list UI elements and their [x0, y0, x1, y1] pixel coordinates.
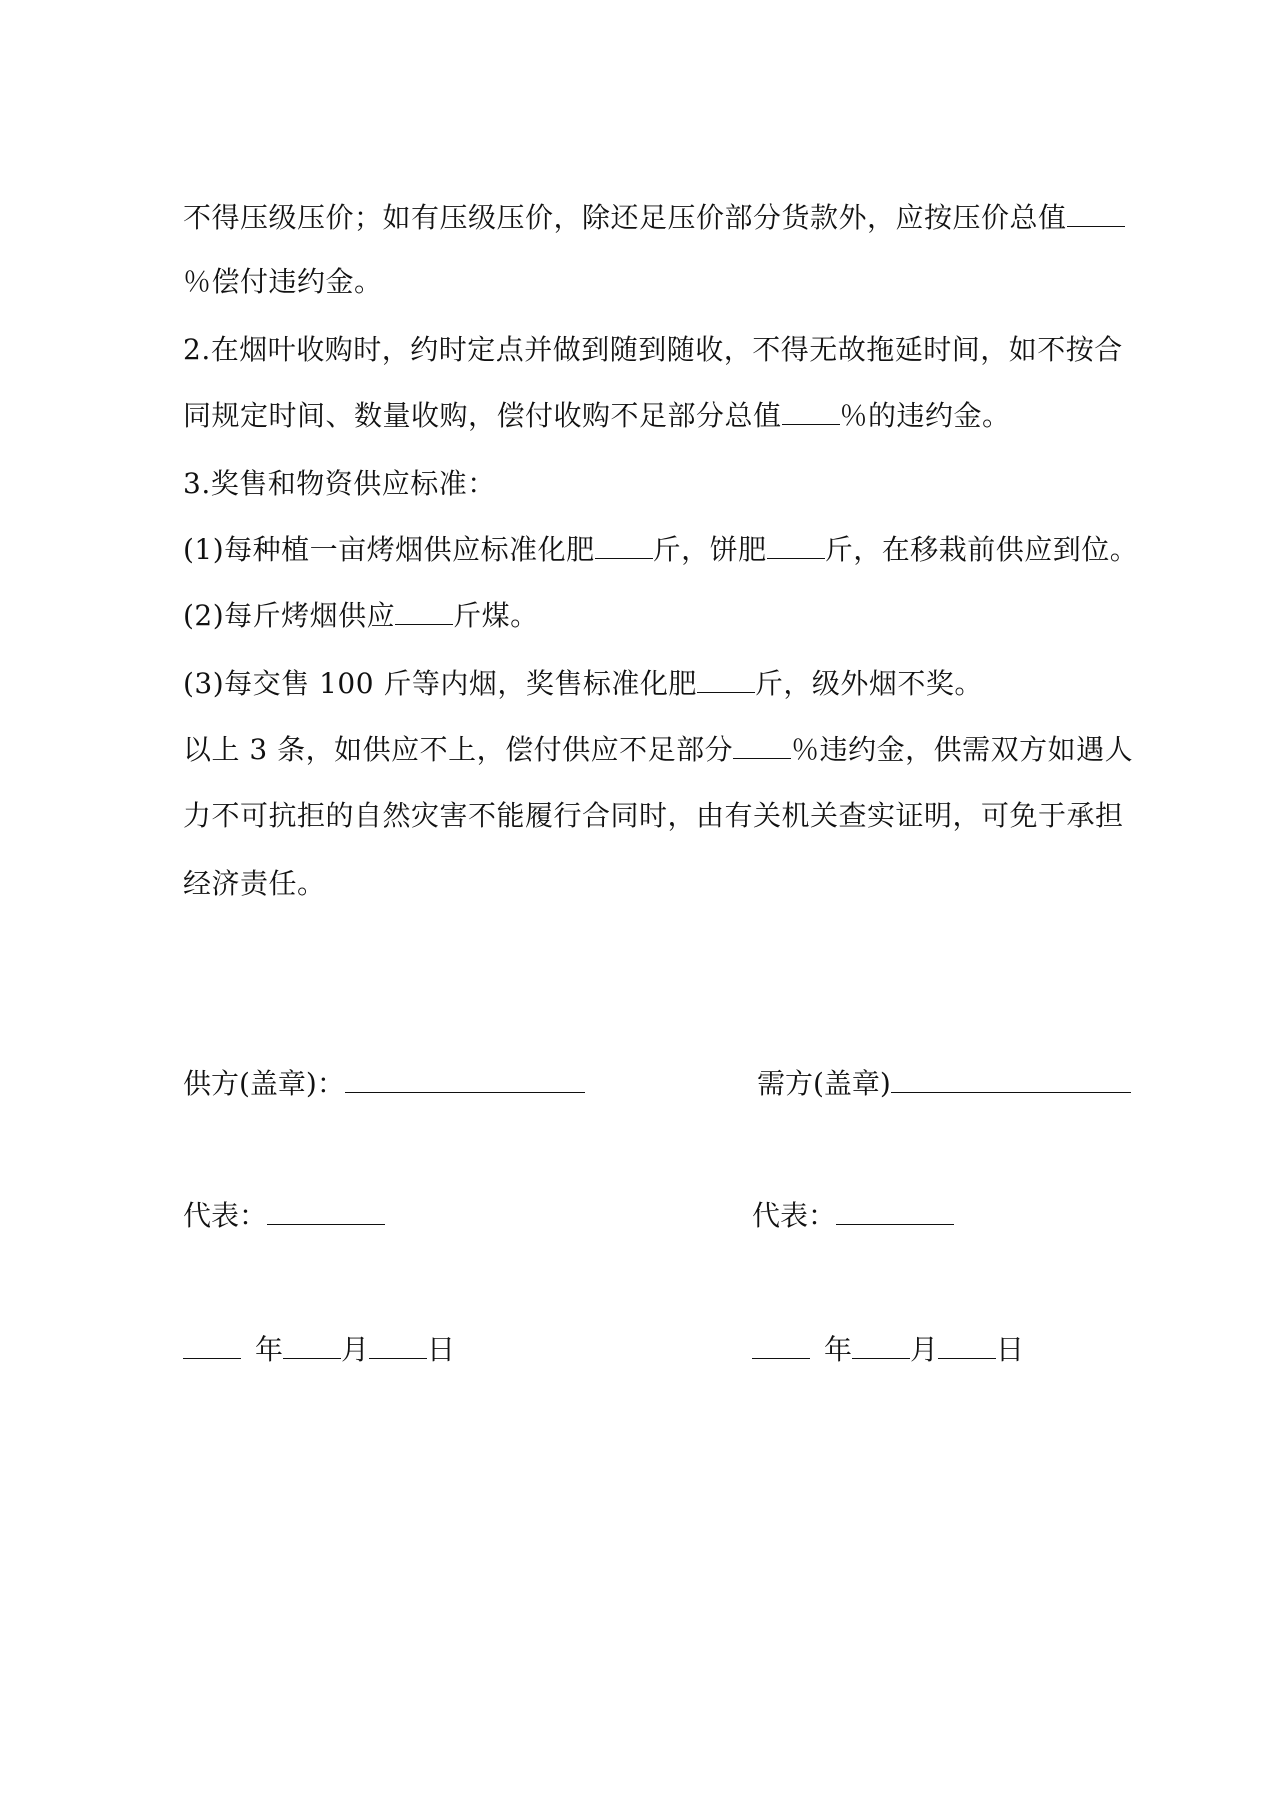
clause-text: (3)每交售 100 斤等内烟，奖售标准化肥: [183, 667, 697, 700]
buyer-rep-label: 代表：: [752, 1199, 837, 1232]
buyer-seal-line: [757, 1064, 1131, 1104]
clause-text: (2)每斤烤烟供应: [183, 599, 396, 632]
fill-blank: [733, 734, 791, 759]
clause-text: 斤，级外烟不奖。: [754, 667, 983, 700]
clause-line-2: [183, 262, 383, 302]
supplier-month-blank: [283, 1334, 341, 1359]
buyer-representative-line: [752, 1196, 954, 1236]
clause-text: ％违约金，供需双方如遇人: [791, 733, 1134, 766]
clause-text: 斤，饼肥: [652, 533, 767, 566]
clause-line-5: [183, 464, 496, 504]
supplier-day-blank: [369, 1334, 427, 1359]
buyer-month-label: 月: [910, 1333, 939, 1366]
fill-blank: [782, 400, 840, 425]
clause-line-6: [183, 530, 1138, 570]
fill-blank: [697, 668, 755, 693]
supplier-date-line: [183, 1330, 455, 1370]
clause-line-8: [183, 664, 983, 704]
supplier-year-blank: [183, 1334, 241, 1359]
clause-text: ％的违约金。: [839, 399, 1011, 432]
clause-text: 以上 3 条，如供应不上，偿付供应不足部分: [183, 733, 734, 766]
clause-text: 不得压级压价；如有压级压价，除还足压价部分货款外，应按压价总值: [183, 201, 1067, 234]
clause-text: 2.在烟叶收购时，约时定点并做到随到随收，不得无故拖延时间，如不按合: [183, 333, 1123, 366]
buyer-date-line: [752, 1330, 1024, 1370]
fill-blank: [1067, 202, 1125, 227]
clause-text: 经济责任。: [183, 867, 326, 900]
fill-blank: [395, 600, 453, 625]
clause-text: (1)每种植一亩烤烟供应标准化肥: [183, 533, 595, 566]
clause-text: 同规定时间、数量收购，偿付收购不足部分总值: [183, 399, 782, 432]
clause-line-4: [183, 396, 1011, 436]
buyer-day-blank: [938, 1334, 996, 1359]
buyer-day-label: 日: [996, 1333, 1025, 1366]
supplier-month-label: 月: [341, 1333, 370, 1366]
supplier-representative-line: [183, 1196, 385, 1236]
clause-line-7: [183, 596, 539, 636]
buyer-seal-blank: [891, 1068, 1131, 1093]
clause-text: 斤煤。: [453, 599, 539, 632]
supplier-day-label: 日: [427, 1333, 456, 1366]
buyer-rep-blank: [836, 1200, 954, 1225]
buyer-year-blank: [752, 1334, 810, 1359]
buyer-year-label: 年: [824, 1333, 853, 1366]
fill-blank: [767, 534, 825, 559]
section-heading: 3.奖售和物资供应标准：: [183, 467, 496, 500]
clause-text: 斤，在移栽前供应到位。: [824, 533, 1139, 566]
clause-line-3: [183, 330, 1123, 370]
clause-text: 力不可抗拒的自然灾害不能履行合同时，由有关机关查实证明，可免于承担: [183, 799, 1124, 832]
supplier-seal-label: 供方(盖章)：: [183, 1067, 345, 1100]
supplier-year-label: 年: [255, 1333, 284, 1366]
supplier-seal-line: [183, 1064, 585, 1104]
buyer-seal-label: 需方(盖章): [757, 1067, 891, 1100]
supplier-rep-blank: [267, 1200, 385, 1225]
fill-blank: [595, 534, 653, 559]
clause-line-10: [183, 796, 1124, 836]
clause-line-1: [183, 198, 1125, 238]
clause-line-11: [183, 864, 326, 904]
supplier-seal-blank: [345, 1068, 585, 1093]
supplier-rep-label: 代表：: [183, 1199, 268, 1232]
buyer-month-blank: [852, 1334, 910, 1359]
clause-text: ％偿付违约金。: [183, 265, 383, 298]
clause-line-9: [183, 730, 1133, 770]
